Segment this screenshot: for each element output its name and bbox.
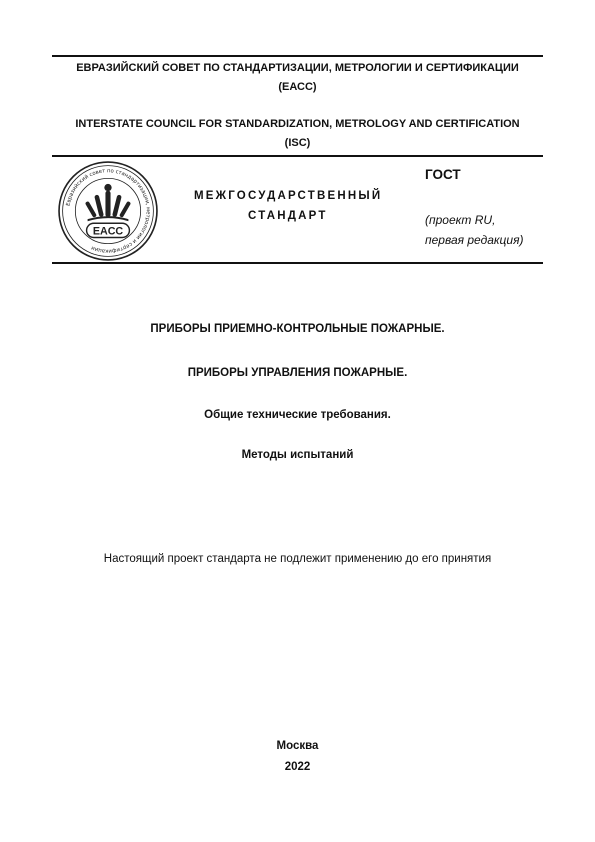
top-rule [52, 55, 543, 57]
standard-type-line2: СТАНДАРТ [248, 210, 328, 222]
standard-type-line1: МЕЖГОСУДАРСТВЕННЫЙ [194, 190, 383, 202]
draft-line1: (проект RU, [425, 213, 496, 227]
doc-title-line1: ПРИБОРЫ ПРИЕМНО-КОНТРОЛЬНЫЕ ПОЖАРНЫЕ. [150, 323, 445, 335]
year: 2022 [284, 761, 311, 773]
eacc-emblem-icon [57, 160, 159, 262]
gost-label: ГОСТ [425, 167, 461, 182]
header-rule [52, 155, 543, 157]
council-abbr-ru: (ЕАСС) [278, 81, 317, 93]
doc-subtitle-line1: Общие технические требования. [204, 409, 391, 421]
notice-text: Настоящий проект стандарта не подлежит применению до его принятия [103, 553, 492, 565]
doc-subtitle-line2: Методы испытаний [241, 449, 354, 461]
city: Москва [276, 740, 319, 752]
ring-text: Евразийский совет по стандартизации, метрологии и сертификации [65, 168, 151, 254]
logo-text: EACC [92, 225, 124, 238]
doc-title-line2: ПРИБОРЫ УПРАВЛЕНИЯ ПОЖАРНЫЕ. [187, 367, 408, 379]
council-name-ru: ЕВРАЗИЙСКИЙ СОВЕТ ПО СТАНДАРТИЗАЦИИ, МЕТРОЛОГИИ И СЕРТИФИКАЦИИ [76, 62, 519, 74]
council-abbr-en: (ISC) [284, 137, 311, 149]
block-rule [52, 262, 543, 264]
draft-line2: первая редакция) [425, 233, 524, 247]
council-name-en: INTERSTATE COUNCIL FOR STANDARDIZATION, METROLOGY AND CERTIFICATION [75, 118, 520, 130]
